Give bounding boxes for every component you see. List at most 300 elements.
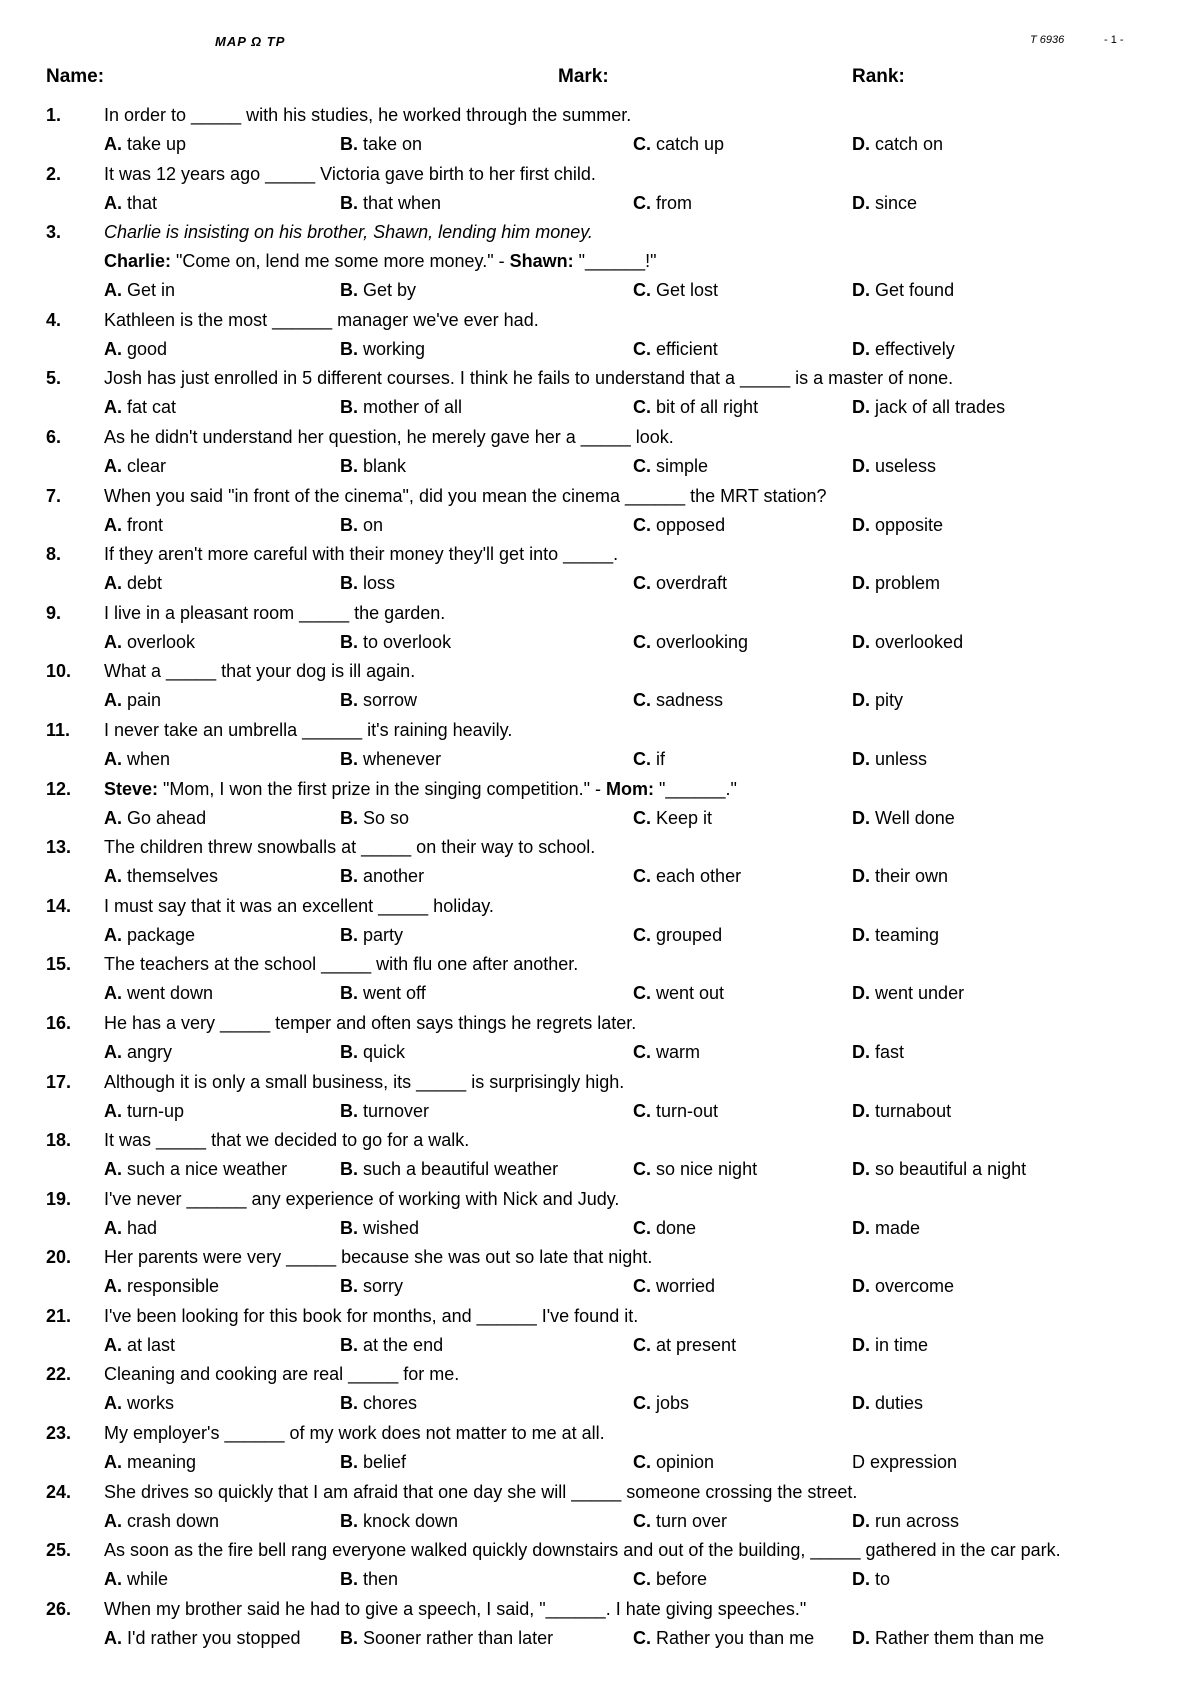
question-line	[0, 1068, 1200, 1097]
answer-options	[0, 1507, 1200, 1536]
question-line	[0, 892, 1200, 921]
option-a[interactable]	[104, 1214, 157, 1243]
answer-options	[0, 393, 1200, 422]
option-b[interactable]	[340, 1565, 398, 1594]
option-letter: D.	[852, 280, 870, 301]
option-c[interactable]	[633, 1448, 714, 1477]
option-letter: A.	[104, 1100, 122, 1121]
option-b[interactable]	[340, 1507, 458, 1536]
option-letter: A.	[104, 1334, 122, 1355]
option-letter: C.	[633, 1510, 651, 1531]
question-text: My employer's ______ of my work does not matter to me at all.	[104, 1423, 605, 1444]
option-text: fat cat	[127, 397, 177, 418]
option-a[interactable]	[104, 1097, 184, 1126]
question-item	[0, 364, 1200, 423]
option-c[interactable]	[633, 189, 692, 218]
option-text: run across	[875, 1510, 960, 1531]
rank-label: Rank:	[852, 66, 905, 87]
option-a[interactable]	[104, 921, 195, 950]
option-c[interactable]	[633, 569, 727, 598]
option-b[interactable]	[340, 921, 403, 950]
question-item	[0, 482, 1200, 541]
option-letter: B.	[340, 690, 358, 711]
option-a[interactable]	[104, 1448, 196, 1477]
speaker-1: Steve:	[104, 778, 159, 799]
option-text: catch on	[875, 134, 944, 154]
option-d[interactable]	[852, 745, 927, 774]
option-a[interactable]	[104, 686, 161, 715]
option-d[interactable]	[852, 1038, 904, 1067]
answer-options	[0, 452, 1200, 481]
option-text: that	[127, 192, 158, 213]
mark-label: Mark:	[558, 66, 609, 87]
option-text: had	[127, 1217, 158, 1238]
option-c[interactable]	[633, 452, 708, 481]
option-d[interactable]	[852, 511, 943, 540]
option-letter: C.	[633, 1217, 651, 1238]
question-item	[0, 716, 1200, 775]
option-text: quick	[363, 1041, 406, 1062]
option-a[interactable]	[104, 862, 218, 891]
option-letter: A.	[104, 924, 122, 945]
option-letter: D.	[852, 192, 870, 213]
option-d[interactable]	[852, 1214, 920, 1243]
option-text: pity	[875, 690, 904, 711]
header-right-code: T 6936	[1030, 34, 1065, 46]
question-line	[0, 306, 1200, 335]
answer-options	[0, 189, 1200, 218]
question-number: 9.	[46, 602, 62, 623]
answer-options	[0, 804, 1200, 833]
option-letter: C.	[633, 807, 651, 828]
option-c[interactable]	[633, 1097, 718, 1126]
option-b[interactable]	[340, 1389, 417, 1418]
option-text: wished	[363, 1217, 420, 1238]
answer-options	[0, 921, 1200, 950]
question-text: I must say that it was an excellent _____ holiday.	[104, 895, 494, 916]
option-letter: B.	[340, 1100, 358, 1121]
option-a[interactable]	[104, 511, 163, 540]
option-letter: D.	[852, 1334, 870, 1355]
option-letter: A.	[104, 1159, 122, 1180]
answer-options	[0, 1272, 1200, 1301]
option-b[interactable]	[340, 511, 383, 540]
question-number: 14.	[46, 895, 72, 916]
option-b[interactable]	[340, 1331, 443, 1360]
question-number: 7.	[46, 485, 62, 506]
option-letter: B.	[340, 983, 358, 1004]
name-label: Name:	[46, 66, 105, 87]
speaker-2: Shawn:	[509, 251, 574, 272]
option-b[interactable]	[340, 628, 451, 657]
option-c[interactable]	[633, 511, 725, 540]
option-text: themselves	[127, 866, 219, 887]
option-text: jobs	[656, 1393, 690, 1414]
option-letter: C.	[633, 866, 651, 887]
option-letter: A.	[104, 748, 122, 769]
option-c[interactable]	[633, 1038, 700, 1067]
option-a[interactable]	[104, 1624, 301, 1653]
question-item	[0, 1185, 1200, 1244]
option-text: problem	[875, 573, 941, 594]
option-c[interactable]	[633, 862, 741, 891]
option-text: each other	[656, 866, 742, 887]
question-number: 2.	[46, 163, 62, 184]
question-item	[0, 1478, 1200, 1537]
option-b[interactable]	[340, 452, 406, 481]
option-letter: D.	[852, 1159, 870, 1180]
option-c[interactable]	[633, 1272, 715, 1301]
option-text: done	[656, 1217, 697, 1238]
question-number: 6.	[46, 426, 62, 447]
option-d[interactable]	[852, 569, 940, 598]
option-text: unless	[875, 748, 928, 769]
option-text: at the end	[363, 1334, 444, 1355]
question-text: When my brother said he had to give a speech, I said, "______. I hate giving speeches."	[104, 1598, 807, 1619]
option-d[interactable]	[852, 686, 903, 715]
option-letter: A.	[104, 1452, 122, 1473]
option-letter: B.	[340, 807, 358, 828]
option-b[interactable]	[340, 1272, 403, 1301]
option-letter: B.	[340, 573, 358, 594]
question-text: Josh has just enrolled in 5 different courses. I think he fails to understand that a _____ is a master of none.	[104, 368, 954, 389]
option-letter: D.	[852, 631, 870, 652]
option-c[interactable]	[633, 335, 718, 364]
option-letter: C.	[633, 748, 651, 769]
option-letter: B.	[340, 1041, 358, 1062]
option-letter: B.	[340, 748, 358, 769]
option-letter: B.	[340, 1276, 358, 1297]
option-d[interactable]	[852, 979, 964, 1008]
option-a[interactable]	[104, 804, 206, 833]
option-letter: C.	[633, 338, 651, 359]
option-b[interactable]	[340, 804, 409, 833]
option-text: such a beautiful weather	[363, 1159, 559, 1180]
option-d[interactable]	[852, 1507, 959, 1536]
option-b[interactable]	[340, 1448, 406, 1477]
option-b[interactable]	[340, 130, 422, 159]
option-b[interactable]	[340, 189, 441, 218]
question-item	[0, 423, 1200, 482]
option-b[interactable]	[340, 686, 417, 715]
option-text: sorry	[363, 1276, 404, 1297]
option-a[interactable]	[104, 393, 176, 422]
option-text: warm	[656, 1041, 701, 1062]
question-number: 10.	[46, 661, 72, 682]
question-line	[0, 101, 1200, 130]
option-a[interactable]	[104, 1038, 172, 1067]
option-b[interactable]	[340, 862, 424, 891]
option-c[interactable]	[633, 804, 712, 833]
question-line	[0, 1302, 1200, 1331]
option-text: debt	[127, 573, 163, 594]
option-text: catch up	[656, 134, 725, 154]
option-b[interactable]	[340, 745, 441, 774]
option-letter: A.	[104, 338, 122, 359]
question-number: 25.	[46, 1540, 72, 1561]
option-text: crash down	[127, 1510, 220, 1531]
question-text: Although it is only a small business, its _____ is surprisingly high.	[104, 1071, 625, 1092]
option-letter: A.	[104, 134, 122, 154]
option-d[interactable]	[852, 862, 948, 891]
question-number: 11.	[46, 719, 71, 740]
option-text: Get by	[363, 280, 417, 301]
option-b[interactable]	[340, 1038, 405, 1067]
option-b[interactable]	[340, 1624, 553, 1653]
option-letter: B.	[340, 1334, 358, 1355]
option-d[interactable]	[852, 189, 917, 218]
option-letter: C.	[633, 1100, 651, 1121]
option-c[interactable]	[633, 979, 724, 1008]
question-item	[0, 950, 1200, 1009]
option-b[interactable]	[340, 276, 416, 305]
option-text: working	[363, 338, 426, 359]
option-a[interactable]	[104, 452, 166, 481]
question-item	[0, 1360, 1200, 1419]
question-line	[0, 716, 1200, 745]
option-text: went down	[127, 983, 214, 1004]
answer-options	[0, 628, 1200, 657]
question-number: 20.	[46, 1247, 72, 1268]
question-line	[0, 364, 1200, 393]
option-b[interactable]	[340, 979, 426, 1008]
option-text: at present	[656, 1334, 737, 1355]
option-text: sadness	[656, 690, 724, 711]
option-text: grouped	[656, 924, 723, 945]
option-a[interactable]	[104, 276, 175, 305]
option-a[interactable]	[104, 1389, 174, 1418]
option-c[interactable]	[633, 1507, 727, 1536]
option-a[interactable]	[104, 130, 186, 159]
option-d[interactable]	[852, 130, 943, 159]
option-d[interactable]	[852, 1565, 890, 1594]
option-c[interactable]	[633, 276, 718, 305]
option-letter: C.	[633, 1569, 651, 1590]
option-c[interactable]	[633, 628, 748, 657]
option-b[interactable]	[340, 569, 395, 598]
option-text: good	[127, 338, 168, 359]
option-d[interactable]	[852, 335, 955, 364]
option-a[interactable]	[104, 1331, 175, 1360]
question-item	[0, 160, 1200, 219]
question-item	[0, 775, 1200, 834]
option-text: turnover	[363, 1100, 430, 1121]
question-text: I've never ______ any experience of working with Nick and Judy.	[104, 1188, 620, 1209]
option-text: chores	[363, 1393, 418, 1414]
option-c[interactable]	[633, 1155, 757, 1184]
option-text: simple	[656, 455, 709, 476]
option-text: overlooked	[875, 631, 964, 652]
answer-options	[0, 1097, 1200, 1126]
question-line	[0, 1360, 1200, 1389]
option-letter: B.	[340, 1393, 358, 1414]
option-b[interactable]	[340, 393, 462, 422]
option-c[interactable]	[633, 921, 722, 950]
option-b[interactable]	[340, 1155, 558, 1184]
question-item	[0, 1009, 1200, 1068]
option-text: another	[363, 866, 425, 887]
option-c[interactable]	[633, 1214, 696, 1243]
option-c[interactable]	[633, 130, 724, 159]
option-text: I'd rather you stopped	[127, 1627, 301, 1648]
question-line	[0, 1009, 1200, 1038]
question-text: It was _____ that we decided to go for a walk.	[104, 1130, 470, 1151]
option-letter: B.	[340, 514, 358, 535]
option-letter: B.	[340, 1627, 358, 1648]
page-header	[0, 34, 1200, 54]
option-d[interactable]	[852, 1331, 928, 1360]
option-letter: D.	[852, 1627, 870, 1648]
answer-options	[0, 1331, 1200, 1360]
option-a[interactable]	[104, 1155, 287, 1184]
option-letter: A.	[104, 280, 122, 301]
option-a[interactable]	[104, 1507, 219, 1536]
question-line	[0, 1595, 1200, 1624]
option-a[interactable]	[104, 189, 157, 218]
option-letter: D.	[852, 1041, 870, 1062]
option-letter: D.	[852, 690, 870, 711]
answer-options	[0, 1389, 1200, 1418]
option-letter: C.	[633, 924, 651, 945]
option-text: overlooking	[656, 631, 749, 652]
option-a[interactable]	[104, 569, 162, 598]
option-text: Well done	[875, 807, 955, 828]
question-line	[0, 1478, 1200, 1507]
option-letter: D.	[852, 1393, 870, 1414]
option-letter: C.	[633, 1276, 651, 1297]
question-line	[0, 1419, 1200, 1448]
question-list	[0, 101, 1200, 1653]
option-d[interactable]	[852, 1624, 1044, 1653]
option-letter: A.	[104, 573, 122, 594]
question-number: 8.	[46, 544, 62, 565]
option-letter: C.	[633, 1041, 651, 1062]
option-text: pain	[127, 690, 162, 711]
option-d[interactable]	[852, 1272, 954, 1301]
option-d[interactable]	[852, 1155, 1026, 1184]
option-text: overlook	[127, 631, 196, 652]
option-c[interactable]	[633, 686, 723, 715]
answer-options	[0, 1448, 1200, 1477]
option-d[interactable]	[852, 1097, 951, 1126]
option-a[interactable]	[104, 628, 195, 657]
option-a[interactable]	[104, 979, 213, 1008]
option-text: So so	[363, 807, 410, 828]
option-text: expression	[870, 1452, 958, 1473]
option-letter: B.	[340, 397, 358, 418]
question-text: Cleaning and cooking are real _____ for me.	[104, 1364, 460, 1385]
question-text: The teachers at the school _____ with flu one after another.	[104, 954, 579, 975]
option-letter: C.	[633, 1627, 651, 1648]
option-text: mother of all	[363, 397, 463, 418]
option-text: to	[875, 1569, 891, 1590]
option-c[interactable]	[633, 393, 758, 422]
option-b[interactable]	[340, 335, 425, 364]
speaker-1: Charlie:	[104, 251, 172, 272]
question-item	[0, 833, 1200, 892]
option-text: bit of all right	[656, 397, 759, 418]
question-item	[0, 657, 1200, 716]
answer-options	[0, 745, 1200, 774]
option-d[interactable]	[852, 921, 939, 950]
option-text: useless	[875, 455, 937, 476]
option-text: to overlook	[363, 631, 452, 652]
option-letter: D.	[852, 573, 870, 594]
option-c[interactable]	[633, 1331, 736, 1360]
question-context: Charlie is insisting on his brother, Shawn, lending him money.	[104, 222, 593, 243]
option-c[interactable]	[633, 745, 665, 774]
question-text: Kathleen is the most ______ manager we've ever had.	[104, 309, 539, 330]
option-text: overcome	[875, 1276, 955, 1297]
option-c[interactable]	[633, 1389, 689, 1418]
option-a[interactable]	[104, 1272, 219, 1301]
option-letter: D.	[852, 514, 870, 535]
option-d[interactable]	[852, 1389, 923, 1418]
option-letter: C.	[633, 983, 651, 1004]
dialog-line-2: "______!"	[573, 251, 657, 272]
speaker-2: Mom:	[606, 778, 654, 799]
option-text: duties	[875, 1393, 924, 1414]
option-text: went under	[875, 983, 965, 1004]
option-text: front	[127, 514, 164, 535]
option-letter: A.	[104, 1510, 122, 1531]
option-text: jack of all trades	[875, 397, 1006, 418]
option-text: loss	[363, 573, 396, 594]
question-line	[0, 1536, 1200, 1565]
option-text: teaming	[875, 924, 940, 945]
option-letter: C.	[633, 631, 651, 652]
question-item	[0, 101, 1200, 160]
option-text: went out	[656, 983, 725, 1004]
option-a[interactable]	[104, 745, 170, 774]
option-letter: B.	[340, 1217, 358, 1238]
option-c[interactable]	[633, 1624, 814, 1653]
option-d[interactable]	[852, 628, 963, 657]
option-letter: D.	[852, 748, 870, 769]
option-letter: C.	[633, 1334, 651, 1355]
option-a[interactable]	[104, 1565, 168, 1594]
option-c[interactable]	[633, 1565, 707, 1594]
option-text: meaning	[127, 1452, 197, 1473]
option-d[interactable]	[852, 276, 954, 305]
answer-options	[0, 511, 1200, 540]
option-text: turn-out	[656, 1100, 719, 1121]
option-letter: A.	[104, 631, 122, 652]
option-text: since	[875, 192, 918, 213]
option-b[interactable]	[340, 1097, 429, 1126]
option-d[interactable]	[852, 393, 1005, 422]
option-letter: A.	[104, 983, 122, 1004]
question-number: 19.	[46, 1188, 72, 1209]
option-text: fast	[875, 1041, 905, 1062]
option-text: opposed	[656, 514, 726, 535]
answer-options	[0, 130, 1200, 159]
option-b[interactable]	[340, 1214, 419, 1243]
option-text: went off	[363, 983, 426, 1004]
option-a[interactable]	[104, 335, 167, 364]
dialog-line-1: "Come on, lend me some more money." -	[171, 251, 510, 272]
option-letter: B.	[340, 134, 358, 154]
option-d[interactable]	[852, 804, 955, 833]
option-d[interactable]	[852, 1448, 957, 1477]
option-d[interactable]	[852, 452, 936, 481]
option-text: Get in	[127, 280, 176, 301]
header-left-code: MAP Ω TP	[215, 34, 286, 49]
answer-options	[0, 1038, 1200, 1067]
option-letter: D.	[852, 983, 870, 1004]
option-letter: C.	[633, 1452, 651, 1473]
option-text: opposite	[875, 514, 944, 535]
